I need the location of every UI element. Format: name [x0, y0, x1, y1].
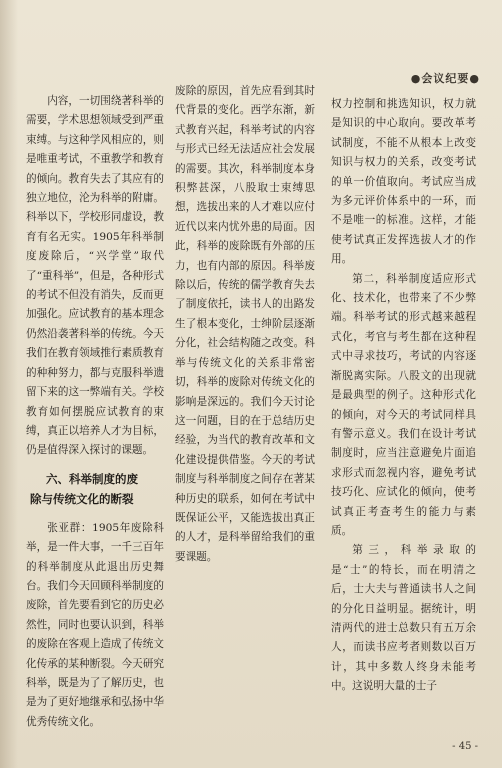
- column-1: [26, 92, 164, 732]
- page-number: - 45 -: [452, 741, 478, 752]
- running-header: ●会议纪要●: [410, 72, 480, 85]
- paragraph: 权力控制和挑选知识，权力就是知识的中心取向。要改革考试制度，不能不从根本上改变知识与权力的关系，改变考试的单一价值取向。考试应当成为多元评价体系中的一环，而不是唯一的标准。这样，才能使考试真正发挥选拔人才的作用。: [331, 98, 476, 266]
- column-2: [175, 82, 315, 567]
- section-heading: [26, 469, 164, 509]
- paragraph: 张亚群：1905年废除科举，是一件大事，一千三百年的科举制度从此退出历史舞台。我们今天回顾科举制度的废除，首先要看到它的历史必然性，同时也要认识到，科举的废除在客观上造成了传统文化传承的某种断裂。今天研究科举，既是为了了解历史，也是为了更好地继承和弘扬中华优秀传统文化。: [26, 521, 164, 728]
- paragraph: 第二，科举制度适应形式化、技术化，也带来了不少弊端。科举考试的形式越来越程式化，考官与考生都在这种程式中寻求技巧，考试的内容逐渐脱离实际。八股文的出现就是最典型的例子。这种形式化的倾向，对今天的考试同样具有警示意义。我们在设计考试制度时，应当注意避免片面追求形式而忽视内容，避免考试技巧化、应试化的倾向，使考试真正考查考生的能力与素质。: [331, 272, 476, 537]
- section-heading-line-1: 六、科举制度的废: [46, 471, 138, 486]
- binding-shadow: [0, 0, 18, 768]
- column-3: [331, 95, 476, 697]
- paragraph: 废除的原因，首先应看到其时代背景的变化。西学东渐，新式教育兴起，科举考试的内容与形式已经无法适应社会发展的需要。其次，科举制度本身积弊甚深，八股取士束缚思想，选拔出来的人才难以应付近代以来内忧外患的局面。因此，科举的废除既有外部的压力，也有内部的原因。科举废除以后，传统的儒学教育失去了制度依托，读书人的出路发生了根本变化，士绅阶层逐渐分化，社会结构随之改变。科举与传统文化的关系非常密切，科举的废除对传统文化的影响是深远的。我们今天讨论这一问题，目的在于总结历史经验，为当代的教育改革和文化建设提供借鉴。今天的考试制度与科举制度之间存在著某种历史的联系，如何在考试中既保证公平，又能选拔出真正的人才，是科举留给我们的重要课题。: [175, 85, 315, 563]
- paragraph: 内容，一切围绕著科举的需要，学术思想领域受到严重束缚。与这种学风相应的，则是唯重考试，不重教学和教育的倾向。教育失去了其应有的独立地位，沦为科举的附庸。科举以下，学校形同虚设，教育有名无实。1905年科举制度废除后，“兴学堂”取代了“重科举”，但是，各种形式的考试不但没有消失，反而更加强化。应试教育的基本理念仍然沿袭著科举的传统。今天我们在教育领域推行素质教育的种种努力，都与克服科举遗留下来的这一弊端有关。学校教育如何摆脱应试教育的束缚，真正以培养人才为目标，仍是值得深入探讨的课题。: [26, 95, 164, 457]
- section-heading-line-2: 除与传统文化的断裂: [30, 491, 134, 506]
- paragraph: 第三，科举录取的是“士”的特长，而在明清之后，士大夫与普通读书人之间的分化日益明显。据统计，明清两代的进士总数只有五万余人，而读书应考者则数以百万计，其中多数人终身未能考中。这说明大量的士子: [331, 544, 476, 693]
